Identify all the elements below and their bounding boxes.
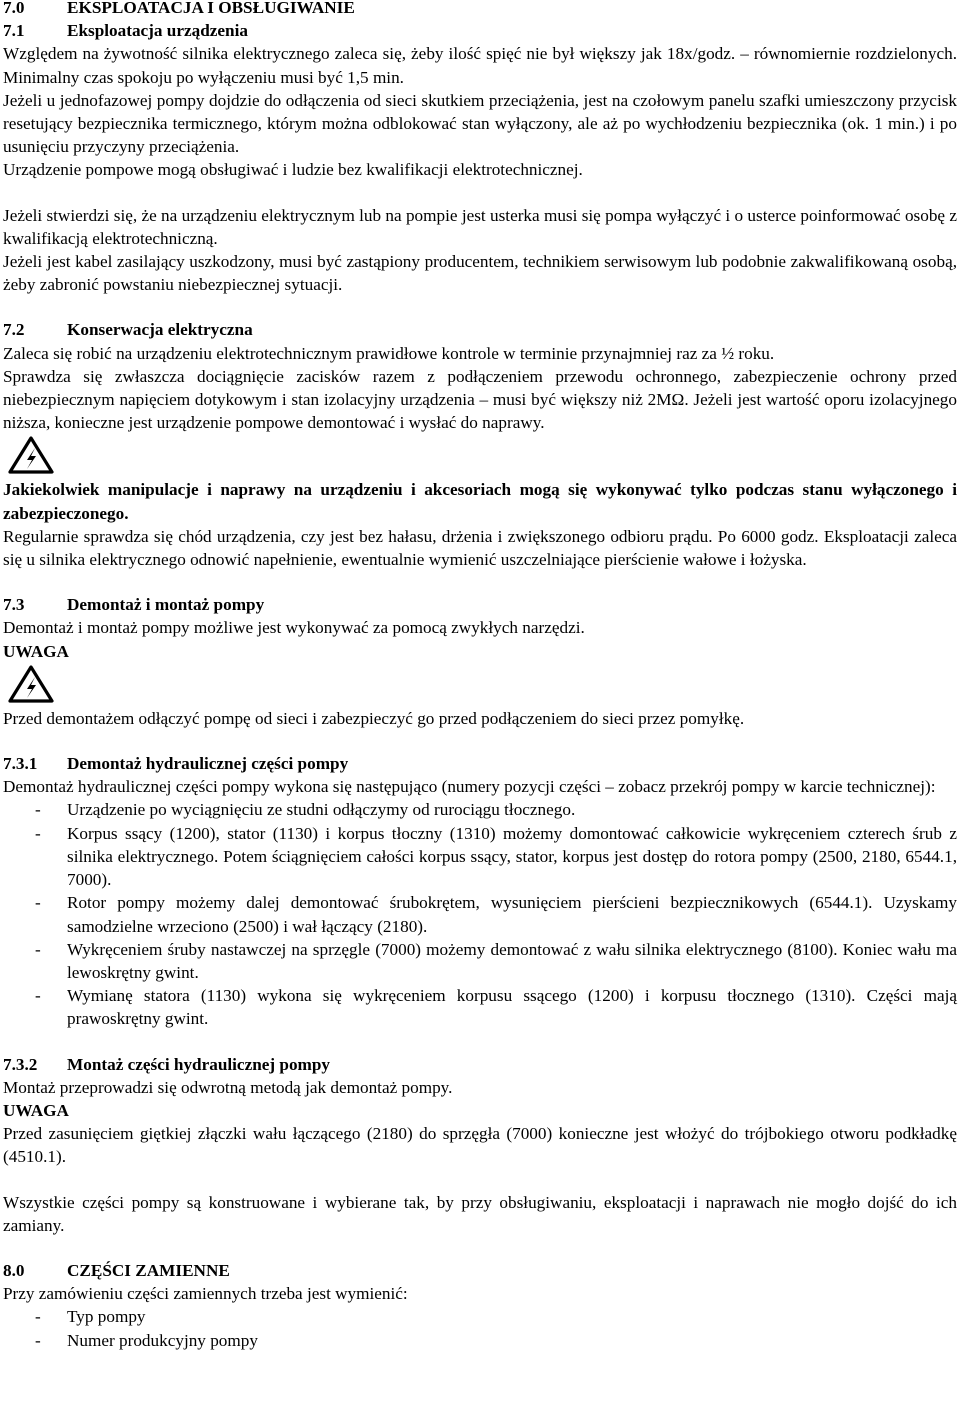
section-title: Demontaż hydraulicznej części pompy xyxy=(67,754,349,774)
paragraph: Względem na żywotność silnika elektrycznego zaleca się, żeby ilość spięć nie był większy jak 18x/godz. – równomiernie rozdzielonych. Minimalny czas spokoju po wyłączeniu musi być 1,5 min. xyxy=(3,44,957,87)
list-item: - Typ pompy xyxy=(3,1305,957,1328)
list-dash: - xyxy=(35,1307,41,1327)
section-7-1-heading xyxy=(3,19,957,42)
paragraph: Demontaż hydraulicznej części pompy wykona się następująco (numery pozycji części – zobacz przekrój pompy w karcie technicznej): xyxy=(3,777,936,797)
paragraph: Wszystkie części pompy są konstruowane i wybierane tak, by przy obsługiwaniu, eksploatacji i naprawach nie mogło dojść do ich zamiany. xyxy=(3,1192,957,1235)
section-title: Konserwacja elektryczna xyxy=(67,320,253,340)
uwaga-label: UWAGA xyxy=(3,1100,69,1120)
warning-bold-text: Jakiekolwiek manipulacje i naprawy na urządzeniu i akcesoriach mogą się wykonywać tylko podczas stanu wyłączonego i zabezpieczonego. xyxy=(3,480,957,523)
section-number: 7.1 xyxy=(3,21,25,41)
paragraph: Jeżeli u jednofazowej pompy dojdzie do odłączenia od sieci skutkiem przeciążenia, jest na czołowym panelu szafki umieszczony przycisk resetujący bezpiecznika termicznego, którym można odblokować stan wyłączony, ale aż po wychłodzeniu bezpiecznika (ok. 1 min.) i po usunięciu przyczyny przeciążenia. xyxy=(3,90,957,157)
section-number: 7.3.1 xyxy=(3,754,38,774)
section-number: 8.0 xyxy=(3,1260,25,1280)
section-title: EKSPLOATACJA I OBSŁUGIWANIE xyxy=(67,0,355,17)
section-title: Montaż części hydraulicznej pompy xyxy=(67,1054,331,1074)
section-title: CZĘŚCI ZAMIENNE xyxy=(67,1260,230,1280)
list-item: - Wykręceniem śruby nastawczej na sprzęgle (7000) możemy demontować z wału silnika elektrycznego (8100). Koniec wału ma lewoskrętny gwint. xyxy=(35,939,957,982)
electrical-hazard-icon xyxy=(8,436,54,474)
paragraph: Jeżeli jest kabel zasilający uszkodzony, musi być zastąpiony producentem, technikiem serwisowym lub podobnie zakwalifikowaną osobą, żeby zabronić powstaniu niebezpiecznej sytuacji. xyxy=(3,252,957,295)
list-dash: - xyxy=(35,823,41,843)
spare-parts-list xyxy=(3,1305,957,1351)
list-item: - Numer produkcyjny pompy xyxy=(3,1329,957,1352)
list-item: - Wymianę statora (1130) wykona się wykręceniem korpusu ssącego (1200) i korpusu tłocznego (1310). Części mają prawoskrętny gwint. xyxy=(35,986,957,1029)
section-7-3-2-heading xyxy=(3,1053,957,1076)
section-number: 7.3.2 xyxy=(3,1054,38,1074)
section-title: Demontaż i montaż pompy xyxy=(67,595,265,615)
uwaga-label: UWAGA xyxy=(3,641,69,661)
list-dash: - xyxy=(35,939,41,959)
document-page xyxy=(3,0,957,1352)
disassembly-steps-list xyxy=(3,798,957,1030)
paragraph: Demontaż i montaż pompy możliwe jest wykonywać za pomocą zwykłych narzędzi. xyxy=(3,618,585,638)
section-8-0-heading xyxy=(3,1259,957,1282)
section-7-0-heading xyxy=(3,0,957,19)
paragraph: Przed demontażem odłączyć pompę od sieci i zabezpieczyć go przed podłączeniem do sieci przez pomyłkę. xyxy=(3,708,745,728)
paragraph: Przy zamówieniu części zamiennych trzeba jest wymienić: xyxy=(3,1284,408,1304)
section-7-3-heading xyxy=(3,593,957,616)
section-number: 7.3 xyxy=(3,595,25,615)
electrical-hazard-icon xyxy=(8,665,54,703)
section-7-3-1-heading xyxy=(3,752,957,775)
paragraph: Montaż przeprowadzi się odwrotną metodą jak demontaż pompy. xyxy=(3,1077,453,1097)
paragraph: Sprawdza się zwłaszcza dociągnięcie zacisków razem z podłączeniem przewodu ochronnego, zabezpieczenie ochrony przed niebezpiecznym napięciem dotykowym i stan izolacyjny urządzenia – musi być większy niż 2MΩ. Jeżeli jest wartość oporu izolacyjnego niższa, konieczne jest urządzenie pompowe demontować i wysłać do naprawy. xyxy=(3,366,957,433)
section-number: 7.0 xyxy=(3,0,25,17)
paragraph: Urządzenie pompowe mogą obsługiwać i ludzie bez kwalifikacji elektrotechnicznej. xyxy=(3,160,583,180)
list-dash: - xyxy=(35,893,41,913)
paragraph: Regularnie sprawdza się chód urządzenia, czy jest bez hałasu, drżenia i zwiększonego odbioru prądu. Po 6000 godz. Eksploatacji zaleca się u silnika elektrycznego odnowić napełnienie, ewentualnie wymienić uszczelniające pierścienie wałowe i łożyska. xyxy=(3,526,957,570)
section-number: 7.2 xyxy=(3,320,25,340)
list-dash: - xyxy=(35,986,41,1006)
paragraph: Jeżeli stwierdzi się, że na urządzeniu elektrycznym lub na pompie jest usterka musi się pompa wyłączyć i o usterce poinformować osobę z kwalifikacją elektrotechniczną. xyxy=(3,205,957,248)
paragraph: Przed zasunięciem giętkiej złączki wału łączącego (2180) do sprzęgła (7000) konieczne jest włożyć do trójbokiego otworu podkładkę (4510.1). xyxy=(3,1124,957,1167)
list-dash: - xyxy=(35,1330,41,1350)
section-7-2-heading xyxy=(3,318,957,341)
list-dash: - xyxy=(35,800,41,820)
section-title: Eksploatacja urządzenia xyxy=(67,21,248,41)
list-item: - Korpus ssący (1200), stator (1130) i korpus tłoczny (1310) możemy domontować całkowicie wykręceniem czterech śrub z silnika elektrycznego. Potem ściągnięciem całości korpus ssący, stator, korpus jest dostęp do rotora pompy (2500, 2180, 6544.1, 7000). xyxy=(35,823,957,890)
list-item: - Urządzenie po wyciągnięciu ze studni odłączymy od rurociągu tłocznego. xyxy=(3,798,957,821)
list-item: - Rotor pompy możemy dalej demontować śrubokrętem, wysunięciem pierścieni bezpiecznikowych (6544.1). Uzyskamy samodzielne wrzeciono (2500) i wał łączący (2180). xyxy=(35,893,957,936)
paragraph: Zaleca się robić na urządzeniu elektrotechnicznym prawidłowe kontrole w terminie przynajmniej raz za ½ roku. xyxy=(3,343,775,363)
